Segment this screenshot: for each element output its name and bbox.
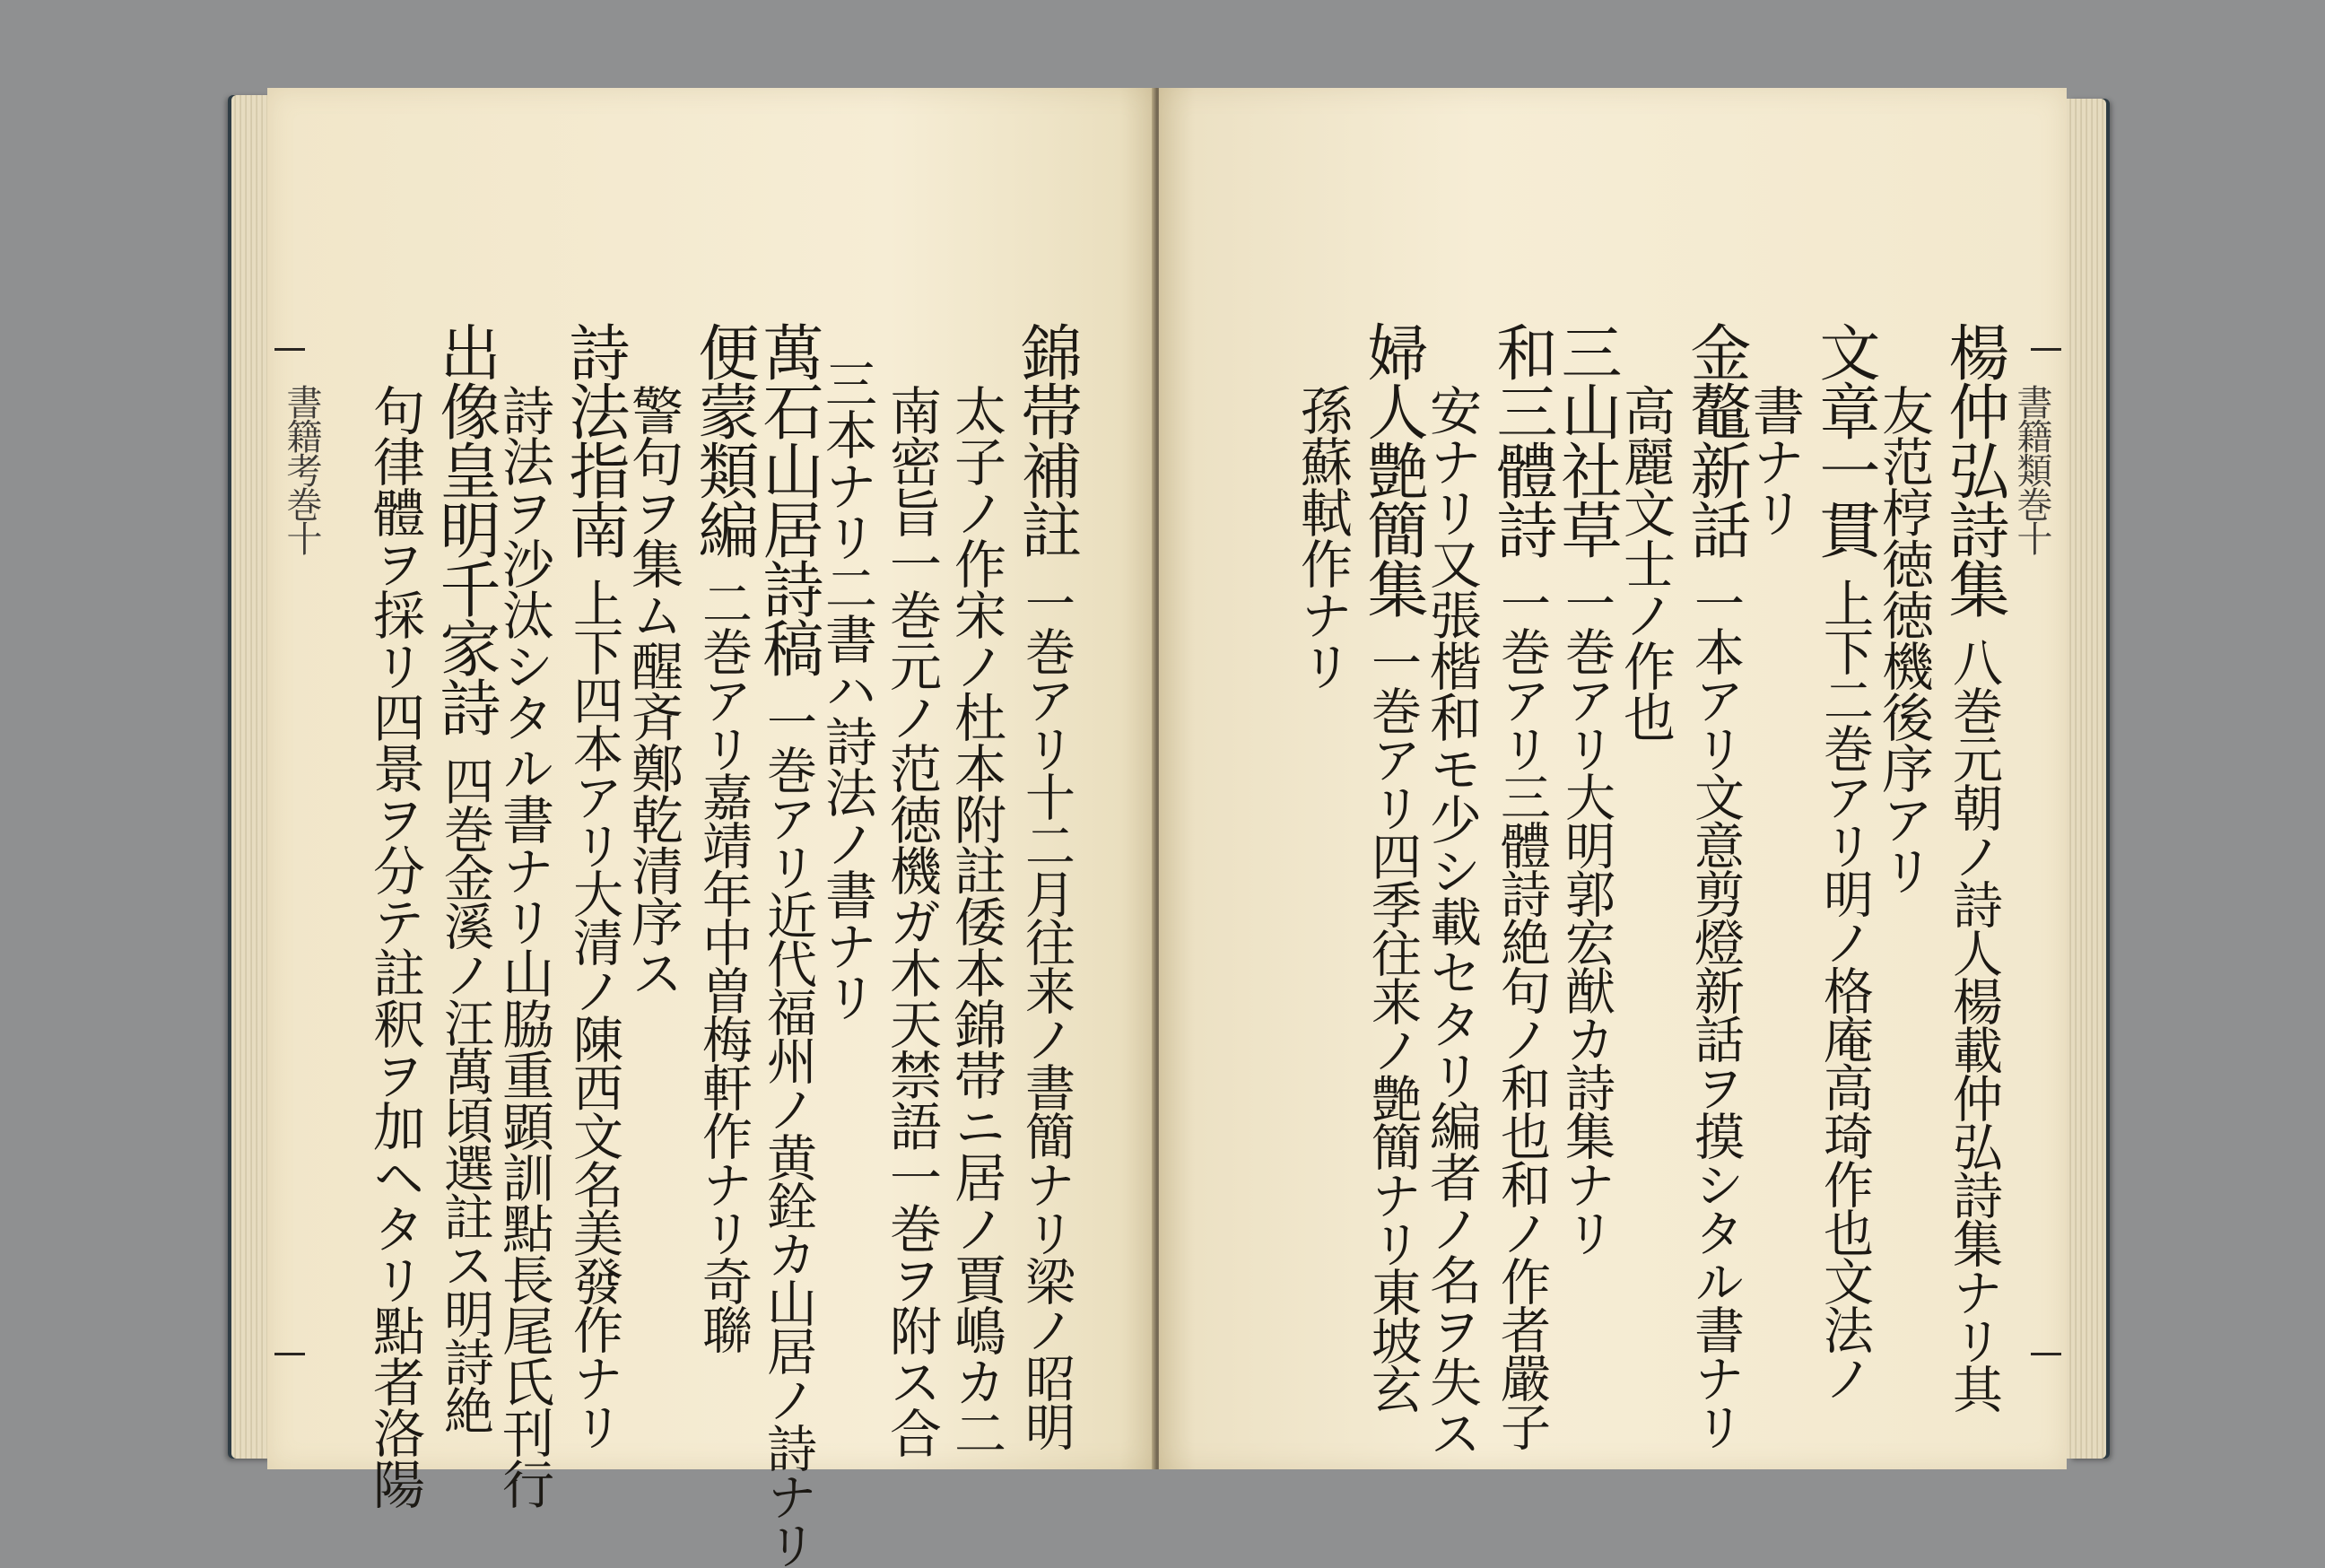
right-margin-label: 書籍類巻十 bbox=[2011, 384, 2052, 554]
entry-text: 一巻アリ近代福州ノ黄銓カ山居ノ詩ナリ bbox=[759, 696, 817, 1568]
right-col-4: 書ナリ bbox=[1744, 384, 1805, 537]
left-col-1 bbox=[1003, 321, 1090, 1450]
entry-text: 上下二巻アリ明ノ格庵高琦作也文法ノ bbox=[1816, 578, 1874, 1401]
entry-title: 三山社草 bbox=[1551, 321, 1622, 558]
left-col-10 bbox=[422, 321, 509, 1433]
left-col-4: 三本ナリ二書ハ詩法ノ書ナリ bbox=[816, 357, 877, 1022]
entry-title: 便蒙類編 bbox=[688, 321, 759, 558]
left-margin-label: 書籍考巻十 bbox=[281, 384, 322, 554]
entry-text: 一巻アリ十二月往来ノ書簡ナリ梁ノ昭明 bbox=[1017, 578, 1075, 1450]
left-col-3: 南密旨一巻元ノ范徳機ガ木天禁語一巻ヲ附ス合 bbox=[881, 384, 942, 1458]
entry-title: 金鼇新話 bbox=[1680, 321, 1751, 558]
right-col-2: 友范梈徳徳機後序アリ bbox=[1873, 384, 1934, 895]
right-col-11: 孫蘇軾作ナリ bbox=[1292, 384, 1353, 691]
right-col-3 bbox=[1801, 321, 1888, 1401]
entry-title: 楊仲弘詩集 bbox=[1938, 321, 2009, 617]
left-page bbox=[267, 88, 1155, 1568]
margin-tick bbox=[274, 1353, 305, 1355]
open-book bbox=[231, 83, 2106, 1568]
right-col-9: 安ナリ又張楷和モ少シ載セタリ編者ノ名ヲ失ス bbox=[1421, 384, 1482, 1458]
right-col-5 bbox=[1672, 321, 1759, 1450]
left-col-11: 句律體ヲ採リ四景ヲ分テ註釈ヲ加ヘタリ點者洛陽 bbox=[364, 384, 425, 1509]
entry-text: 二巻アリ嘉靖年中曽梅軒作ナリ奇聯 bbox=[694, 578, 753, 1353]
entry-text: 一巻アリ四季往来ノ艶簡ナリ東坡玄 bbox=[1363, 637, 1422, 1412]
right-page-edges bbox=[2067, 99, 2106, 1459]
left-col-9: 詩法ヲ沙汰シタル書ナリ山脇重顕訓點長尾氏刊行 bbox=[493, 384, 554, 1509]
entry-title: 婦人艶簡集 bbox=[1357, 321, 1428, 617]
entry-text: 一巻アリ三體詩絶句ノ和也和ノ作者嚴子 bbox=[1493, 578, 1551, 1450]
entry-title: 出像皇明千家詩 bbox=[430, 321, 501, 736]
left-col-7: 警句ヲ集ム醒斉鄭乾清序ス bbox=[623, 384, 684, 997]
margin-tick bbox=[2031, 348, 2061, 351]
right-col-1 bbox=[1930, 321, 2017, 1412]
margin-tick bbox=[274, 348, 305, 351]
entry-text: 上下四本アリ大清ノ陳西文名美發作ナリ bbox=[565, 578, 623, 1450]
entry-title: 萬石山居詩稿 bbox=[753, 321, 823, 676]
entry-title: 詩法指南 bbox=[559, 321, 630, 558]
left-col-2: 太子ノ作宋ノ杜本附註倭本錦帯ニ居ノ賈嶋カ二 bbox=[945, 384, 1006, 1458]
left-col-6 bbox=[680, 321, 767, 1353]
entry-text: 四巻金溪ノ汪萬頃選註ス明詩絶 bbox=[436, 755, 494, 1433]
right-col-6: 高麗文士ノ作也 bbox=[1615, 384, 1676, 742]
left-col-8 bbox=[551, 321, 638, 1450]
entry-title: 錦帯補註 bbox=[1011, 321, 1082, 558]
right-col-10 bbox=[1349, 321, 1436, 1412]
entry-title: 文章一貫 bbox=[1809, 321, 1880, 558]
entry-text: 一本アリ文意剪燈新話ヲ摸シタル書ナリ bbox=[1686, 578, 1745, 1450]
entry-text: 八巻元朝ノ詩人楊載仲弘詩集ナリ其 bbox=[1945, 637, 2003, 1412]
right-page bbox=[1159, 88, 2067, 1469]
entry-title: 和三體詩 bbox=[1486, 321, 1557, 558]
right-col-8 bbox=[1478, 321, 1565, 1450]
entry-text: 一巻アリ大明郭宏猷カ詩集ナリ bbox=[1557, 578, 1615, 1256]
margin-tick bbox=[2031, 1353, 2061, 1355]
